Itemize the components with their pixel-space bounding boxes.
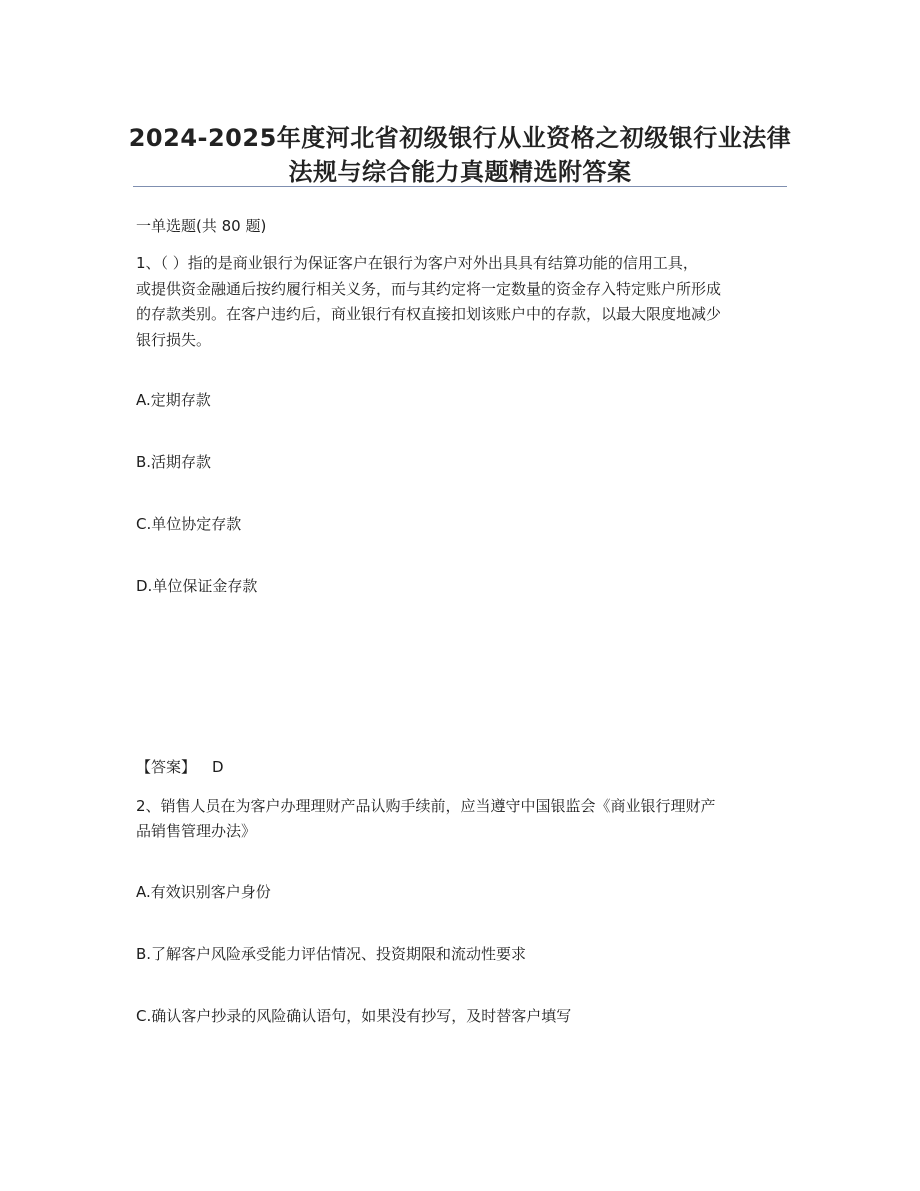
answer-value: D bbox=[212, 758, 224, 776]
question-1-option-b: B.活期存款 bbox=[136, 453, 212, 471]
question-1-option-a: A.定期存款 bbox=[136, 391, 211, 409]
answer-label: 【答案】 bbox=[136, 758, 197, 776]
question-1-option-c: C.单位协定存款 bbox=[136, 515, 242, 533]
question-2-option-c: C.确认客户抄录的风险确认语句，如果没有抄写，及时替客户填写 bbox=[136, 1007, 572, 1025]
section-label: 一单选题(共 80 题) bbox=[136, 217, 267, 235]
question-1-stem-line-2: 或提供资金融通后按约履行相关义务，而与其约定将一定数量的资金存入特定账户所形成 bbox=[136, 280, 722, 298]
question-1-answer bbox=[136, 756, 224, 777]
document-title-line-1: 2024-2025年度河北省初级银行从业资格之初级银行业法律 bbox=[128, 124, 792, 152]
question-1-option-d: D.单位保证金存款 bbox=[136, 577, 258, 595]
question-1-stem-line-1: 1、（ ）指的是商业银行为保证客户在银行为客户对外出具具有结算功能的信用工具， bbox=[136, 254, 698, 272]
document-title-line-2: 法规与综合能力真题精选附答案 bbox=[288, 158, 632, 186]
question-2-stem-line-2: 品销售管理办法》 bbox=[136, 822, 257, 840]
question-1-stem-line-3: 的存款类别。在客户违约后，商业银行有权直接扣划该账户中的存款，以最大限度地减少 bbox=[136, 305, 722, 323]
title-divider bbox=[133, 186, 787, 187]
question-1-stem-line-4: 银行损失。 bbox=[136, 331, 212, 349]
question-2-stem-line-1: 2、销售人员在为客户办理理财产品认购手续前，应当遵守中国银监会《商业银行理财产 bbox=[136, 797, 716, 815]
question-2-option-b: B.了解客户风险承受能力评估情况、投资期限和流动性要求 bbox=[136, 945, 527, 963]
question-2-option-a: A.有效识别客户身份 bbox=[136, 883, 271, 901]
